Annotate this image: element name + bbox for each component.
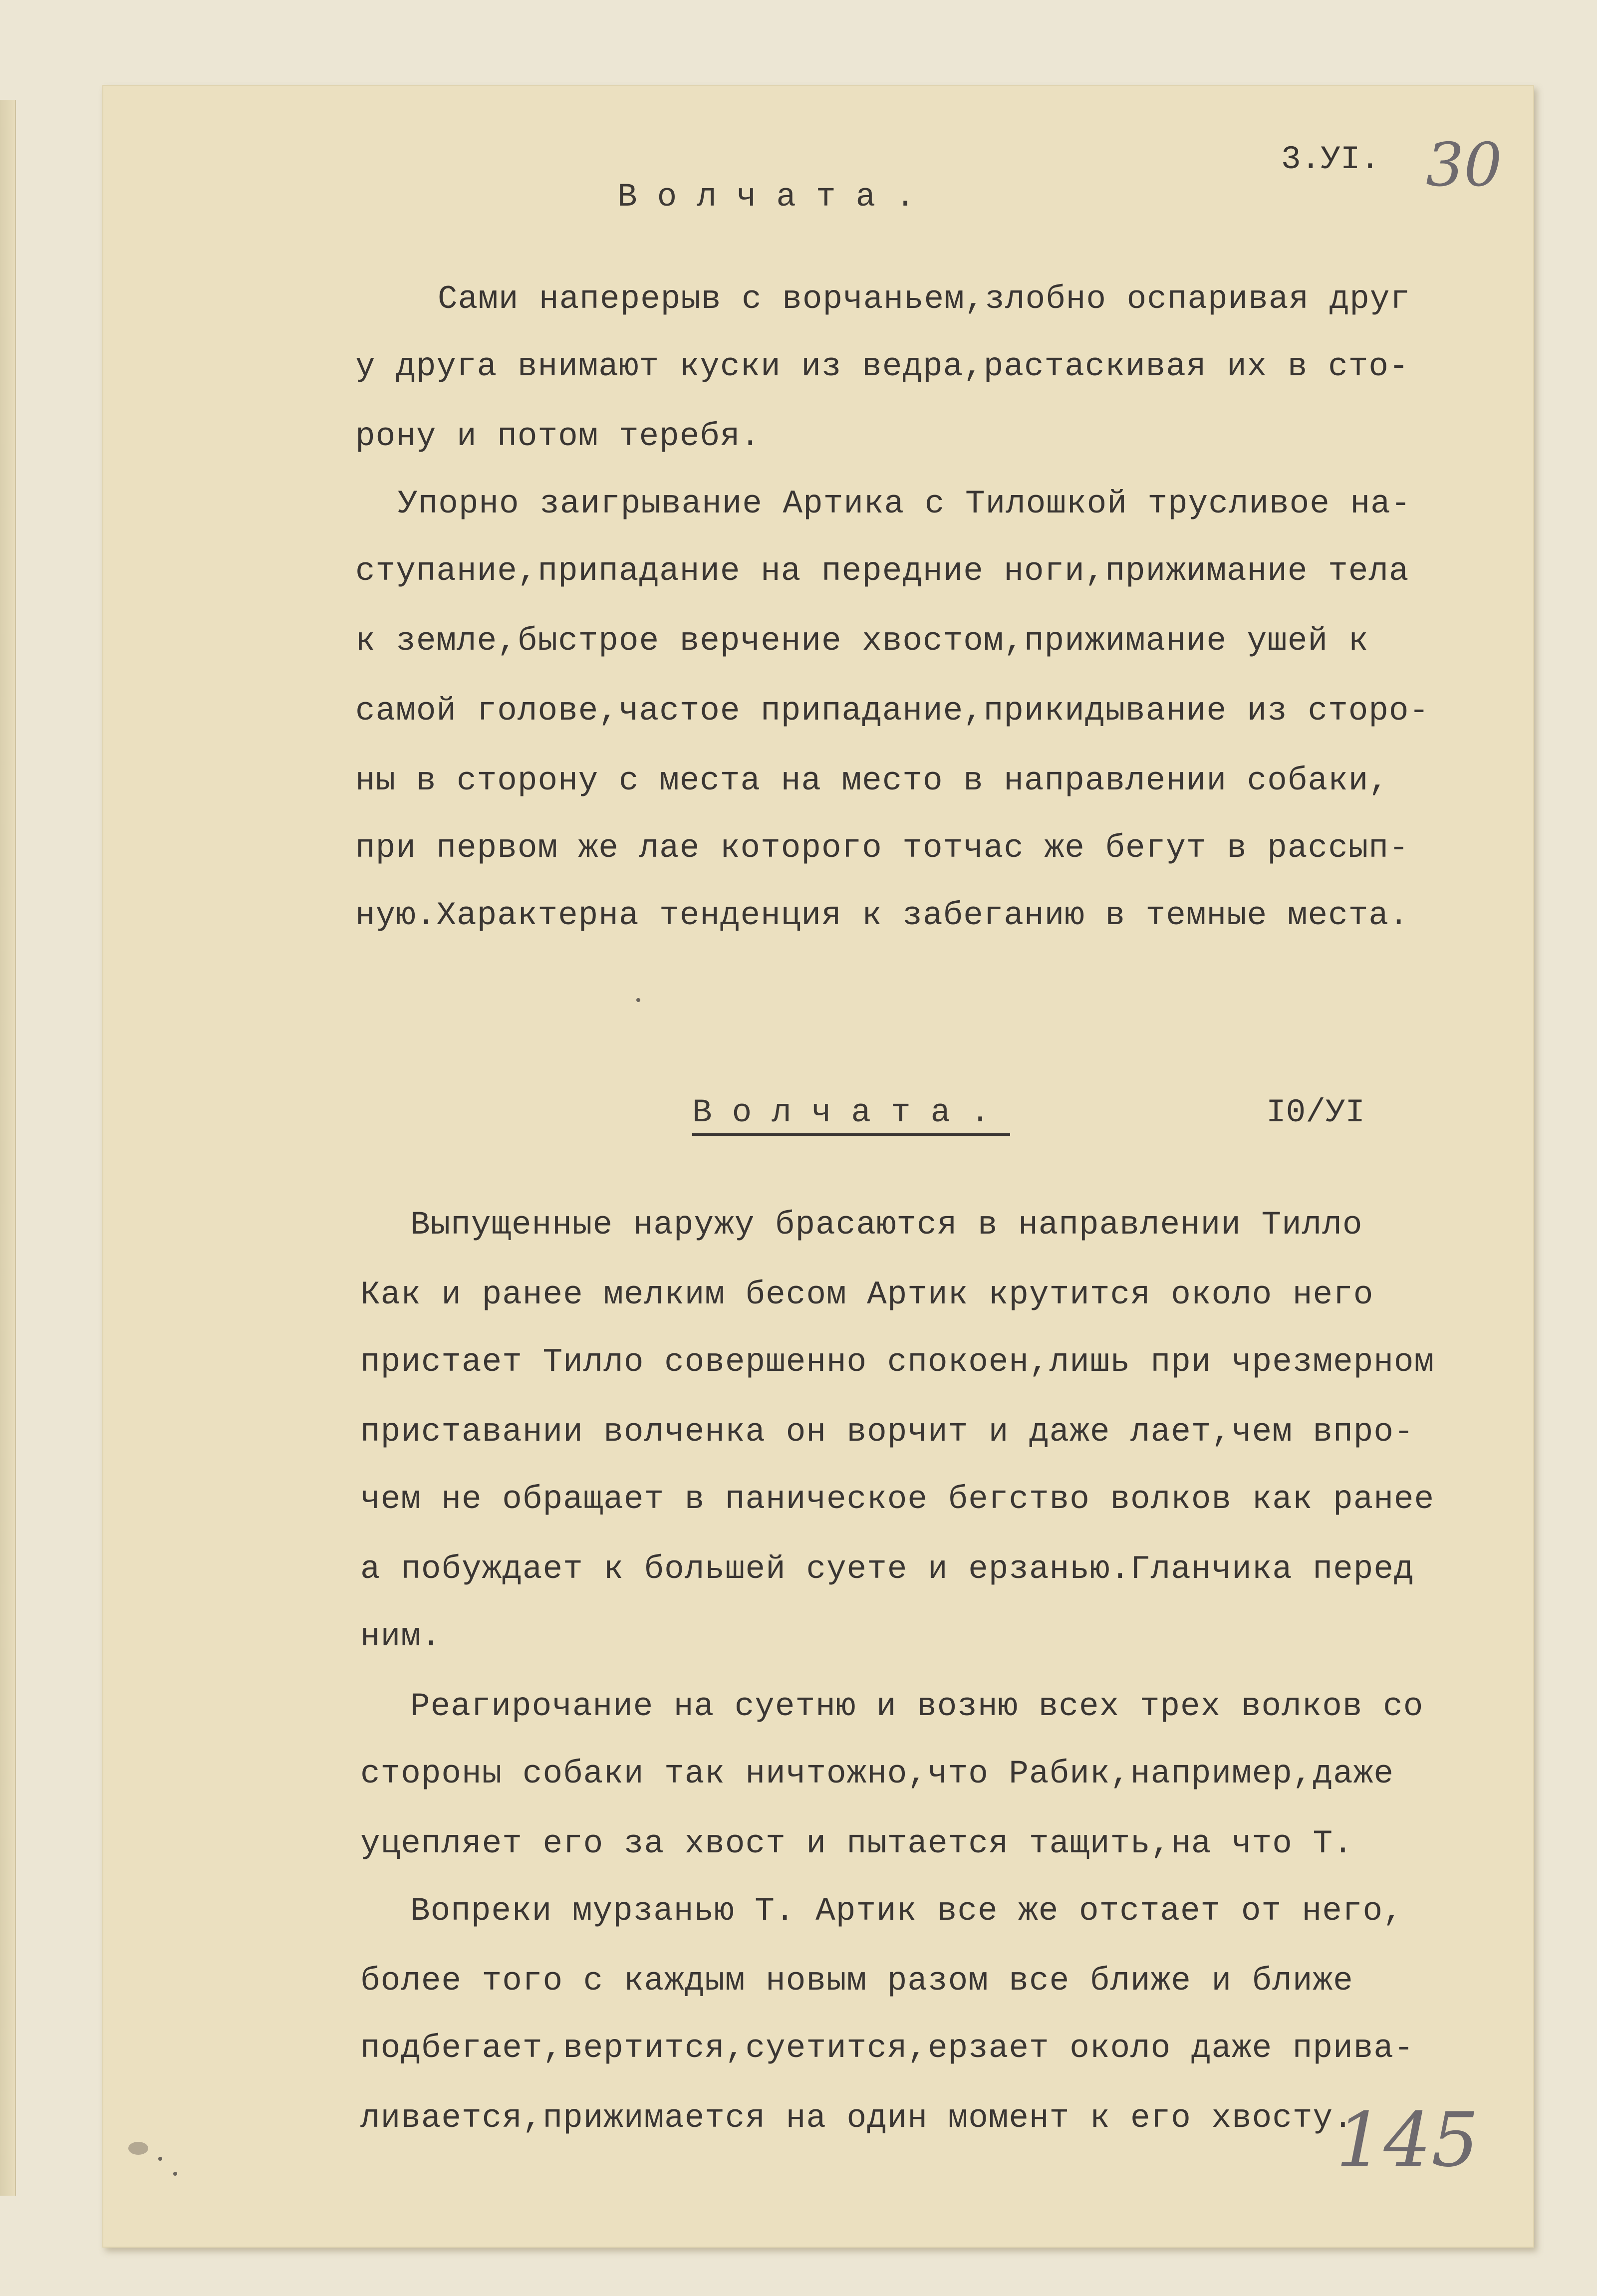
section2-line: Вопреки мурзанью Т. Артик все же отстает от него, xyxy=(410,1892,1403,1930)
section2-line: пристает Тилло совершенно спокоен,лишь при чрезмерном xyxy=(360,1343,1435,1381)
section1-line: при первом же лае которого тотчас же бегут в рассып- xyxy=(355,829,1409,867)
section2-date: I0/УI xyxy=(1266,1094,1365,1131)
section1-line: ны в сторону с места на место в направлении собаки, xyxy=(355,762,1389,799)
folio-number-top: 30 xyxy=(1426,131,1502,200)
section2-line: чем не обращает в паническое бегство волков как ранее xyxy=(360,1481,1435,1518)
section1-line: Упорно заигрывание Артика с Тилошкой трусливое на- xyxy=(398,485,1411,522)
section1-line: Сами наперерыв с ворчаньем,злобно оспаривая друг xyxy=(438,280,1411,318)
section2-line: ним. xyxy=(360,1618,442,1655)
section1-line: ступание,припадание на передние ноги,прижимание тела xyxy=(355,552,1409,590)
section1-line: ную.Характерна тенденция к забеганию в темные места. xyxy=(355,897,1409,934)
section1-date: 3.УI. xyxy=(1281,141,1380,178)
section2-line: а побуждает к большей суете и ерзанью.Гланчика перед xyxy=(360,1550,1414,1588)
section1-title: Волчата. xyxy=(617,178,935,216)
section1-line: у друга внимают куски из ведра,растаскивая их в сто- xyxy=(355,348,1409,385)
folio-number-bottom: 145 xyxy=(1336,2097,1479,2184)
paper-speck xyxy=(158,2157,162,2161)
section2-line: уцепляет его за хвост и пытается тащить,на что Т. xyxy=(360,1825,1353,1862)
document-sheet xyxy=(102,85,1534,2248)
section2-line: приставании волченка он ворчит и даже лает,чем впро- xyxy=(360,1413,1414,1451)
section2-line: более того с каждым новым разом все ближе и ближе xyxy=(360,1962,1353,2000)
section2-title: Волчата. xyxy=(692,1094,1010,1136)
section1-line: самой голове,частое припадание,прикидывание из сторо- xyxy=(355,692,1430,730)
paper-smudge xyxy=(128,2142,148,2155)
section2-line: ливается,прижимается на один момент к его хвосту. xyxy=(360,2099,1353,2137)
section2-line: Реагирочание на суетню и возню всех трех волков со xyxy=(410,1688,1424,1725)
section1-line: к земле,быстрое верчение хвостом,прижимание ушей к xyxy=(355,622,1369,660)
paper-speck xyxy=(173,2172,177,2176)
section2-line: Как и ранее мелким бесом Артик крутится около него xyxy=(360,1276,1374,1313)
section2-line: Выпущенные наружу брасаются в направлении Тилло xyxy=(410,1206,1363,1244)
adjacent-page-edge xyxy=(0,100,16,2196)
section2-line: стороны собаки так ничтожно,что Рабик,например,даже xyxy=(360,1755,1394,1792)
section2-line: подбегает,вертится,суетится,ерзает около даже прива- xyxy=(360,2030,1414,2067)
section1-line: рону и потом теребя. xyxy=(355,418,761,455)
ink-dot xyxy=(636,998,640,1002)
